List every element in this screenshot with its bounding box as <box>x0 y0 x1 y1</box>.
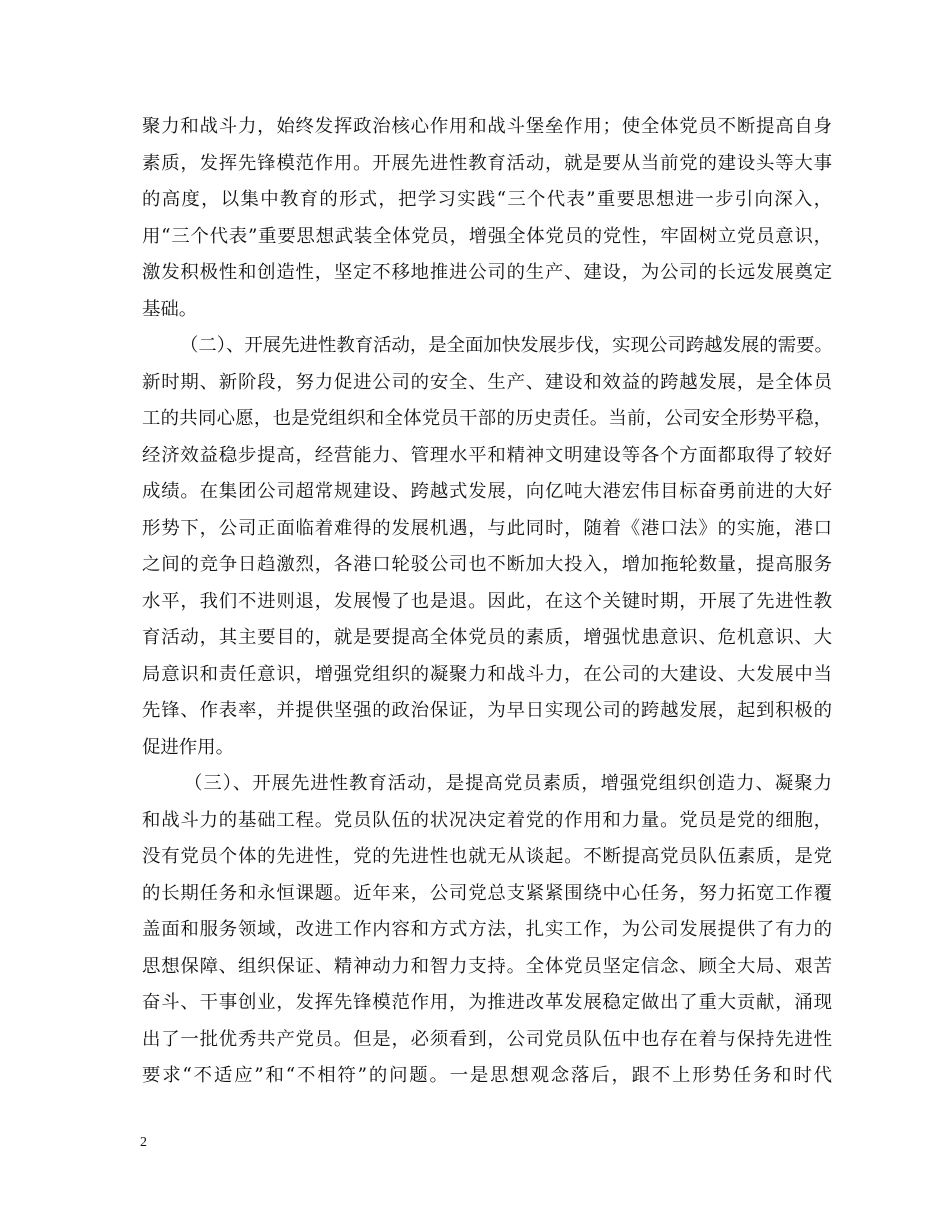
text-line: 激发积极性和创造性，坚定不移地推进公司的生产、建设，为公司的长远发展奠定 <box>142 262 832 283</box>
text-line: 的高度，以集中教育的形式，把学习实践“三个代表”重要思想进一步引向深入， <box>142 189 832 210</box>
text-line: 局意识和责任意识，增强党组织的凝聚力和战斗力，在公司的大建设、大发展中当 <box>142 664 832 685</box>
text-line: 的长期任务和永恒课题。近年来，公司党总支紧紧围绕中心任务，努力拓宽工作覆 <box>142 883 832 904</box>
text-line: 新时期、新阶段，努力促进公司的安全、生产、建设和效益的跨越发展，是全体员 <box>142 372 832 393</box>
text-line: 促进作用。 <box>142 737 234 758</box>
text-line: 成绩。在集团公司超常规建设、跨越式发展，向亿吨大港宏伟目标奋勇前进的大好 <box>142 481 832 502</box>
text-line: 基础。 <box>142 299 198 320</box>
text-line: 工的共同心愿，也是党组织和全体党员干部的历史责任。当前，公司安全形势平稳， <box>142 408 832 429</box>
text-line: 用“三个代表”重要思想武装全体党员，增强全体党员的党性，牢固树立党员意识， <box>142 226 832 247</box>
page-number: 2 <box>140 1135 147 1150</box>
text-line: 先锋、作表率，并提供坚强的政治保证，为早日实现公司的跨越发展，起到积极的 <box>142 700 832 721</box>
text-line: 育活动，其主要目的，就是要提高全体党员的素质，增强忧患意识、危机意识、大 <box>142 627 832 648</box>
text-line: 聚力和战斗力，始终发挥政治核心作用和战斗堡垒作用；使全体党员不断提高自身 <box>142 116 832 137</box>
text-line: 出了一批优秀共产党员。但是，必须看到，公司党员队伍中也存在着与保持先进性 <box>142 1029 832 1050</box>
text-line: 要求“不适应”和“不相符”的问题。一是思想观念落后，跟不上形势任务和时代 <box>142 1065 832 1086</box>
paragraph-heading-2: （二）、开展先进性教育活动，是全面加快发展步伐，实现公司跨越发展的需要。 <box>180 335 833 356</box>
paragraph-heading-3: （三）、开展先进性教育活动，是提高党员素质，增强党组织创造力、凝聚力 <box>184 773 832 794</box>
text-line: 水平，我们不进则退，发展慢了也是退。因此，在这个关键时期，开展了先进性教 <box>142 591 832 612</box>
text-line: 素质，发挥先锋模范作用。开展先进性教育活动，就是要从当前党的建设头等大事 <box>142 153 832 174</box>
text-line: 没有党员个体的先进性，党的先进性也就无从谈起。不断提高党员队伍素质，是党 <box>142 846 832 867</box>
text-line: 和战斗力的基础工程。党员队伍的状况决定着党的作用和力量。党员是党的细胞， <box>142 810 832 831</box>
text-line: 盖面和服务领域，改进工作内容和方式方法，扎实工作，为公司发展提供了有力的 <box>142 919 832 940</box>
text-line: 思想保障、组织保证、精神动力和智力支持。全体党员坚定信念、顾全大局、艰苦 <box>142 956 832 977</box>
text-line: 奋斗、干事创业，发挥先锋模范作用，为推进改革发展稳定做出了重大贡献，涌现 <box>142 992 832 1013</box>
text-line: 经济效益稳步提高，经营能力、管理水平和精神文明建设等各个方面都取得了较好 <box>142 445 832 466</box>
text-line: 之间的竞争日趋激烈，各港口轮驳公司也不断加大投入，增加拖轮数量，提高服务 <box>142 554 832 575</box>
text-line: 形势下，公司正面临着难得的发展机遇，与此同时，随着《港口法》的实施，港口 <box>142 518 832 539</box>
